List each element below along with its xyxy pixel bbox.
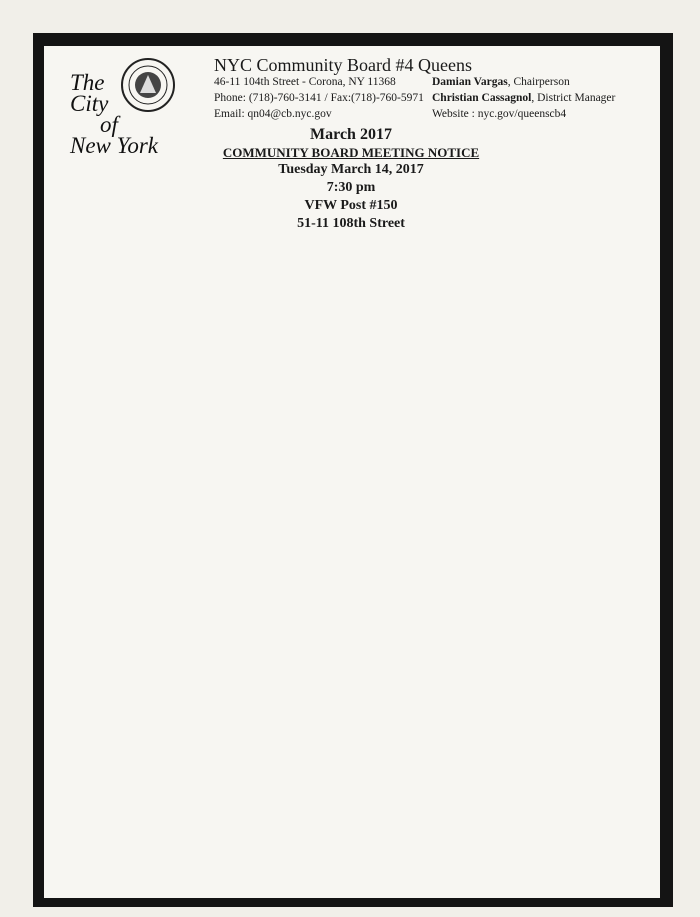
chair-name: Damian Vargas: [432, 76, 508, 88]
meeting-time: 7:30 pm: [326, 180, 376, 195]
meeting-venue: VFW Post #150: [304, 198, 398, 213]
notice-month: March 2017: [310, 126, 392, 143]
board-address: 46-11 104th Street - Corona, NY 11368: [214, 76, 396, 88]
dm-role: , District Manager: [531, 92, 616, 104]
district-manager: [432, 92, 615, 104]
logo-line: City: [70, 91, 109, 116]
board-title: NYC Community Board #4 Queens: [214, 55, 472, 75]
notice-heading: COMMUNITY BOARD MEETING NOTICE: [222, 145, 480, 160]
logo-line: of: [100, 112, 118, 137]
board-phone: Phone: (718)-760-3141 / Fax:(718)-760-5971: [214, 92, 424, 104]
meeting-date: Tuesday March 14, 2017: [278, 162, 424, 177]
chairperson: [432, 76, 570, 88]
logo-line: New York: [70, 133, 158, 158]
logo-line: The: [70, 70, 105, 95]
meeting-street: 51-11 108th Street: [297, 216, 405, 231]
dm-name: Christian Cassagnol: [432, 92, 532, 104]
board-website: Website : nyc.gov/queenscb4: [432, 108, 567, 120]
city-seal-icon: [120, 57, 176, 113]
board-email: Email: qn04@cb.nyc.gov: [214, 108, 332, 120]
chair-role: , Chairperson: [507, 76, 570, 88]
